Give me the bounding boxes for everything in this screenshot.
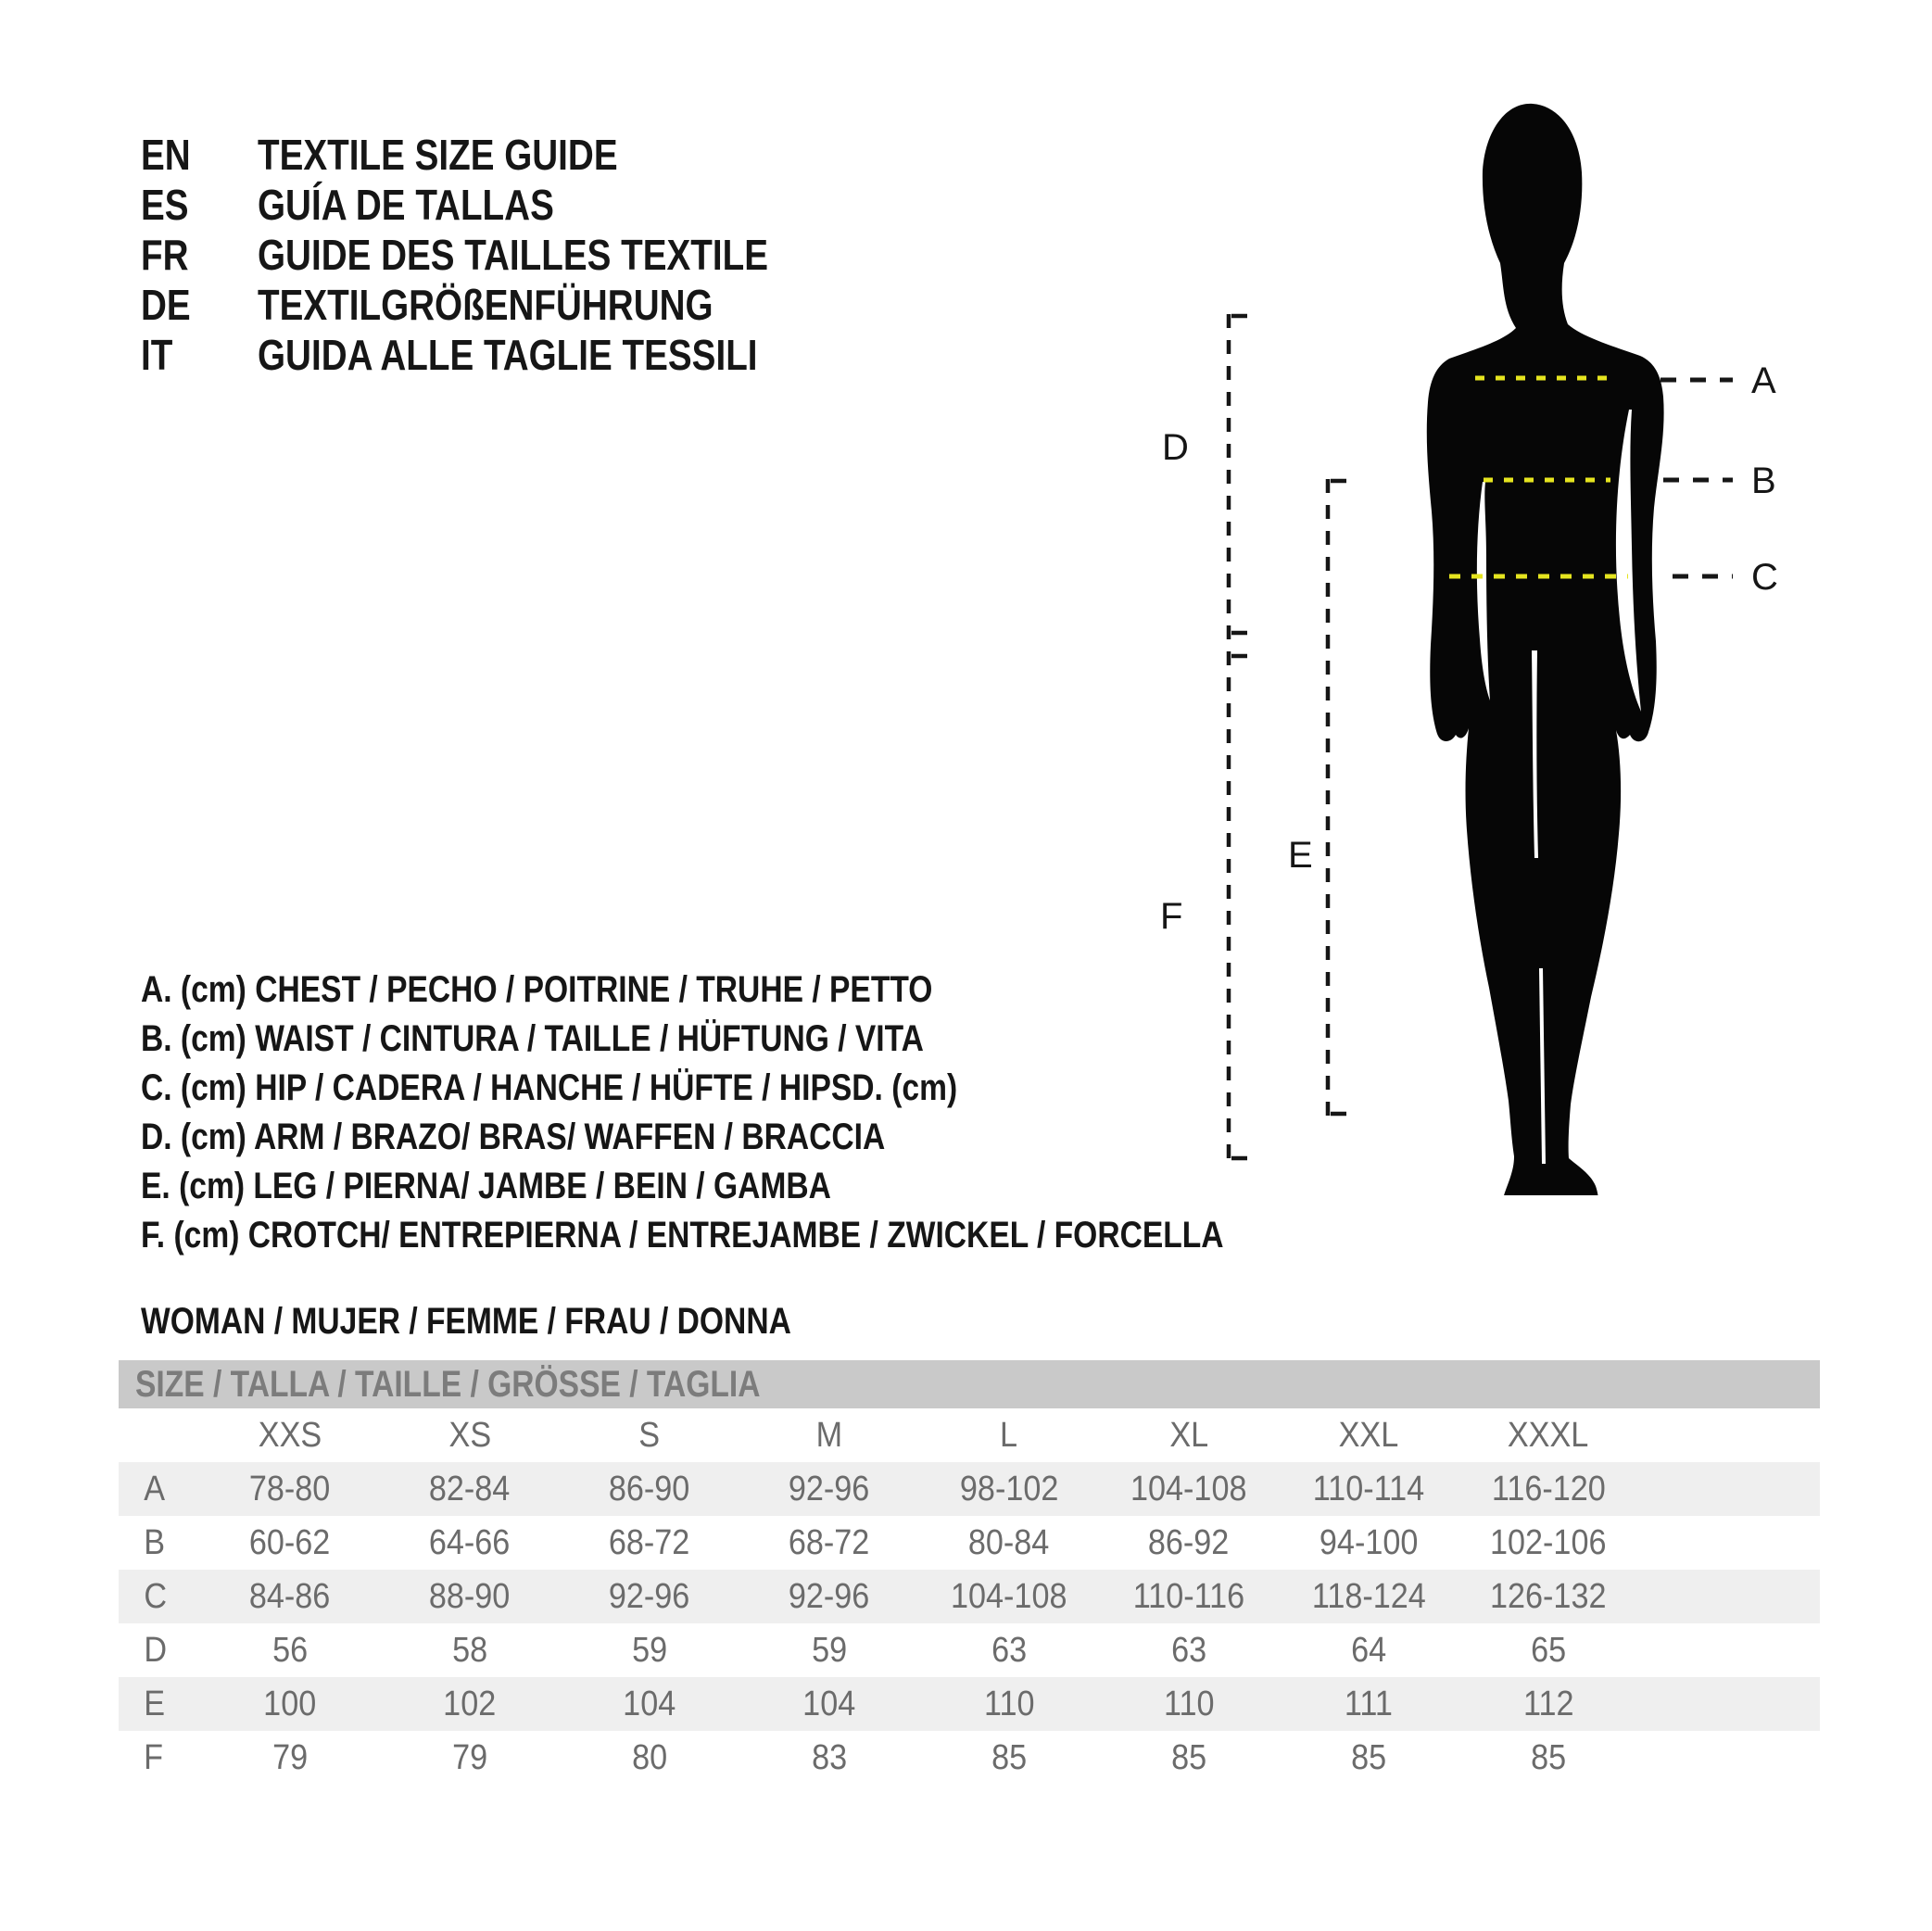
size-header-row [119, 1408, 1820, 1462]
table-row-e: E 100 102 104 104 110 110 111 112 [119, 1677, 1820, 1731]
language-row-de [141, 280, 865, 330]
size-table [119, 1360, 1820, 1785]
marker-label-c: C [1751, 557, 1778, 598]
page-title-es: GUÍA DE TALLAS [258, 181, 554, 229]
language-row-en [141, 130, 865, 180]
measurement-legend [141, 966, 1430, 1260]
language-code-de: DE [141, 281, 191, 329]
row-label: A [144, 1469, 166, 1508]
row-label: B [144, 1522, 166, 1562]
page-title-de: TEXTILGRÖßENFÜHRUNG [258, 281, 713, 329]
size-table-title-band: SIZE / TALLA / TAILLE / GRÖSSE / TAGLIA [119, 1360, 1820, 1408]
marker-label-b: B [1751, 461, 1776, 501]
marker-label-a: A [1751, 360, 1776, 401]
language-row-es [141, 180, 865, 230]
table-row-a: A 78-80 82-84 86-90 92-96 98-102 104-108 110-114 116-120 [119, 1462, 1820, 1516]
table-row-f: F 79 79 80 83 85 85 85 85 [144, 1737, 1567, 1777]
gender-heading: WOMAN / MUJER / FEMME / FRAU / DONNA [141, 1301, 791, 1342]
size-col-s: S [638, 1415, 661, 1455]
legend-line-arm: D. (cm) ARM / BRAZO/ BRAS/ WAFFEN / BRACCIA [141, 1117, 886, 1157]
table-row-b: B 60-62 64-66 68-72 68-72 80-84 86-92 94-100 102-106 [144, 1522, 1607, 1562]
page-title-it: GUIDA ALLE TAGLIE TESSILI [258, 331, 758, 379]
language-code-es: ES [141, 181, 189, 229]
language-code-en: EN [141, 131, 191, 179]
size-col-m: M [815, 1415, 843, 1455]
language-title-block [141, 130, 865, 380]
page-title-en: TEXTILE SIZE GUIDE [258, 131, 618, 179]
size-col-xxs: XXS [258, 1415, 322, 1455]
size-col-xxl: XXL [1338, 1415, 1399, 1455]
page-title-fr: GUIDE DES TAILLES TEXTILE [258, 231, 769, 279]
table-row-d: D 56 58 59 59 63 63 64 65 [144, 1630, 1567, 1670]
marker-label-f: F [1160, 896, 1183, 937]
size-col-l: L [1000, 1415, 1018, 1455]
language-code-fr: FR [141, 231, 189, 279]
row-label: F [144, 1737, 164, 1777]
row-label: E [144, 1684, 166, 1723]
language-row-it [141, 330, 865, 380]
row-label: C [144, 1576, 168, 1616]
table-row-c: C 84-86 88-90 92-96 92-96 104-108 110-116 118-124 126-132 [119, 1570, 1820, 1623]
legend-line-waist: B. (cm) WAIST / CINTURA / TAILLE / HÜFTUNG / VITA [141, 1018, 924, 1059]
legend-line-leg: E. (cm) LEG / PIERNA/ JAMBE / BEIN / GAMBA [141, 1166, 831, 1206]
marker-label-e: E [1288, 835, 1313, 876]
size-col-xl: XL [1169, 1415, 1208, 1455]
row-label: D [144, 1630, 168, 1670]
language-code-it: IT [141, 331, 173, 379]
legend-line-hip: C. (cm) HIP / CADERA / HANCHE / HÜFTE / HIPSD. (cm) [141, 1067, 958, 1108]
legend-line-chest: A. (cm) CHEST / PECHO / POITRINE / TRUHE / PETTO [141, 969, 933, 1010]
legend-line-crotch: F. (cm) CROTCH/ ENTREPIERNA / ENTREJAMBE / ZWICKEL / FORCELLA [141, 1215, 1224, 1256]
size-col-xs: XS [448, 1415, 491, 1455]
language-row-fr [141, 230, 865, 280]
size-col-xxxl: XXXL [1508, 1415, 1589, 1455]
marker-label-d: D [1162, 427, 1189, 468]
